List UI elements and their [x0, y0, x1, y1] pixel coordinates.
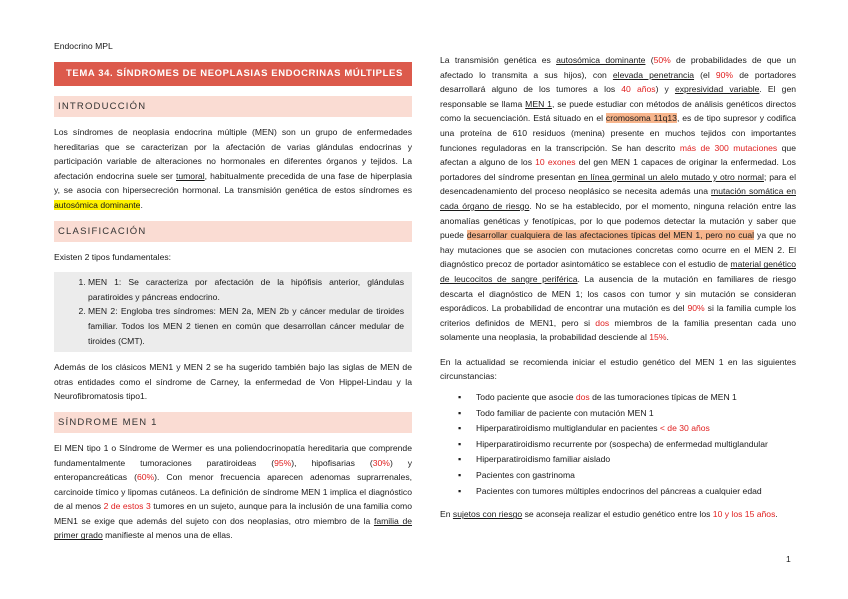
men1-paragraph: El MEN tipo 1 o Síndrome de Wermer es una poliendocrinopatía hereditaria que comprende fundamentalmente tumoraciones paratiroideas (95%), hipofisarias (30%) y enteropancreáticas (60%). Con menor frecuencia aparecen adenomas suprarrenales, carcinoide tímico y lipomas cutáneos. La definición de síndrome MEN 1 implica el diagnóstico de al menos 2 de estos 3 tumores en un sujeto, aunque para la inclusión de una familia como MEN1 se exige que además del sujeto con dos neoplasias, otro miembro de la familia de primer grado manifieste al menos una de ellas. — [54, 442, 413, 541]
highlight-autosomica: autosómica dominante — [54, 199, 141, 210]
highlight-desarrollar: desarrollar cualquiera de las afectaciones típicas del MEN 1, pero no cual — [466, 230, 755, 241]
left-column — [54, 62, 412, 543]
running-header: Endocrino MPL — [54, 41, 113, 51]
highlight-cromosoma: cromosoma 11q13 — [605, 113, 677, 124]
age-recommendation-paragraph: En sujetos con riesgo se aconseja realizar el estudio genético entre los 10 y los 15 años. — [440, 509, 778, 520]
page-number: 1 — [786, 554, 791, 564]
recommendation-paragraph: En la actualidad se recomienda iniciar el estudio genético del MEN 1 en las siguientes circunstancias: — [440, 356, 796, 382]
list-item: ▪ Todo paciente que asocie dos de las tumoraciones típicas de MEN 1 — [458, 390, 796, 406]
clasificacion-paragraph: Además de los clásicos MEN1 y MEN 2 se ha sugerido también bajo las siglas de MEN de otras entidades como el síndrome de Carney, la enfermedad de Von Hippel-Lindau y la Neurofibromatosis tipo1. — [54, 362, 412, 402]
clasificacion-list-box — [54, 272, 412, 352]
genetics-paragraph: La transmisión genética es autosómica dominante (50% de probabilidades de que un afectado lo transmita a sus hijos), con elevada penetrancia (el 90% de portadores desarrollará alguno de los tumores a los 40 años) y expresividad variable. El gen responsable se llama MEN 1, se puede estudiar con métodos de análisis genéticos directos como la secuenciación. Está situado en el cromosoma 11q13, es de tipo supresor y codifica una proteína de 610 residuos (menina) presente en muchos tejidos con importantes funciones reguladoras en la transcripción. Se han descrito más de 300 mutaciones que afectan a alguno de los 10 exones del gen MEN 1 capaces de originar la enfermedad. Los portadores del síndrome presentan en línea germinal un alelo mutado y otro normal; para el desencadenamiento del proceso neoplásico se necesita además una mutación somática en cada órgano de riesgo. No se ha establecido, por el momento, ninguna relación entre las anomalías genéticas y fenotípicas, por lo que podemos detectar la mutación y saber que puede desarrollar cualquiera de las afectaciones típicas del MEN 1, pero no cual ya que no hay mutaciones que se asocien con mutaciones concretas como ocurre en el MEN 2. El diagnóstico precoz de portador asintomático se establece con el estudio de material genético de leucocitos de sangre periférica. La ausencia de la mutación en familiares de riesgo descarta el diagnóstico de MEN 1; los casos con tumor y sin mutación se consideran esporádicos. La probabilidad de encontrar una mutación es del 90% si la familia cumple los criterios definidos de MEN1, pero si dos miembros de la familia presentan cada uno solamente una neoplasia, la probabilidad desciende al 15%. — [440, 55, 797, 343]
list-item: 1. MEN 1: Se caracteriza por afectación de la hipófisis anterior, glándulas paratiroides y páncreas endocrino. — [88, 275, 404, 304]
list-item: ▪ Hiperparatiroidismo multiglandular en pacientes < de 30 años — [458, 421, 796, 437]
intro-paragraph: Los síndromes de neoplasia endocrina múltiple (MEN) son un grupo de enfermedades hereditarias que se caracterizan por la afectación de varias glándulas endocrinas y participación variable de alteraciones no hormonales en diferentes órganos y tejidos. La afectación endocrina suele ser tumoral, habitualmente precedida de una fase de hiperplasia y, se asocia con hipersecreción hormonal. La transmisión genética de estos síndromes es autosómica dominante. — [54, 127, 412, 210]
clasificacion-lead: Existen 2 tipos fundamentales: — [54, 251, 172, 262]
chapter-title: TEMA 34. SÍNDROMES DE NEOPLASIAS ENDOCRINAS MÚLTIPLES — [54, 62, 412, 86]
list-item: ▪ Hiperparatiroidismo recurrente por (sospecha) de enfermedad multiglandular — [458, 437, 796, 453]
list-item: 2. MEN 2: Engloba tres síndromes: MEN 2a, MEN 2b y cáncer medular de tiroides familiar. Todos los MEN 2 tienen en común que desarrollan cáncer medular de tiroides (CMT). — [88, 304, 404, 348]
section-heading-introduccion: INTRODUCCIÓN — [54, 96, 412, 117]
list-item: ▪ Todo familiar de paciente con mutación MEN 1 — [458, 406, 796, 422]
list-item: ▪ Pacientes con tumores múltiples endocrinos del páncreas a cualquier edad — [458, 484, 796, 500]
list-item: ▪ Pacientes con gastrinoma — [458, 468, 796, 484]
right-column — [440, 53, 796, 522]
section-heading-clasificacion: CLASIFICACIÓN — [54, 221, 412, 242]
criteria-list — [440, 390, 796, 499]
section-heading-men1: SÍNDROME MEN 1 — [54, 412, 412, 433]
list-item: ▪ Hiperparatiroidismo familiar aislado — [458, 452, 796, 468]
